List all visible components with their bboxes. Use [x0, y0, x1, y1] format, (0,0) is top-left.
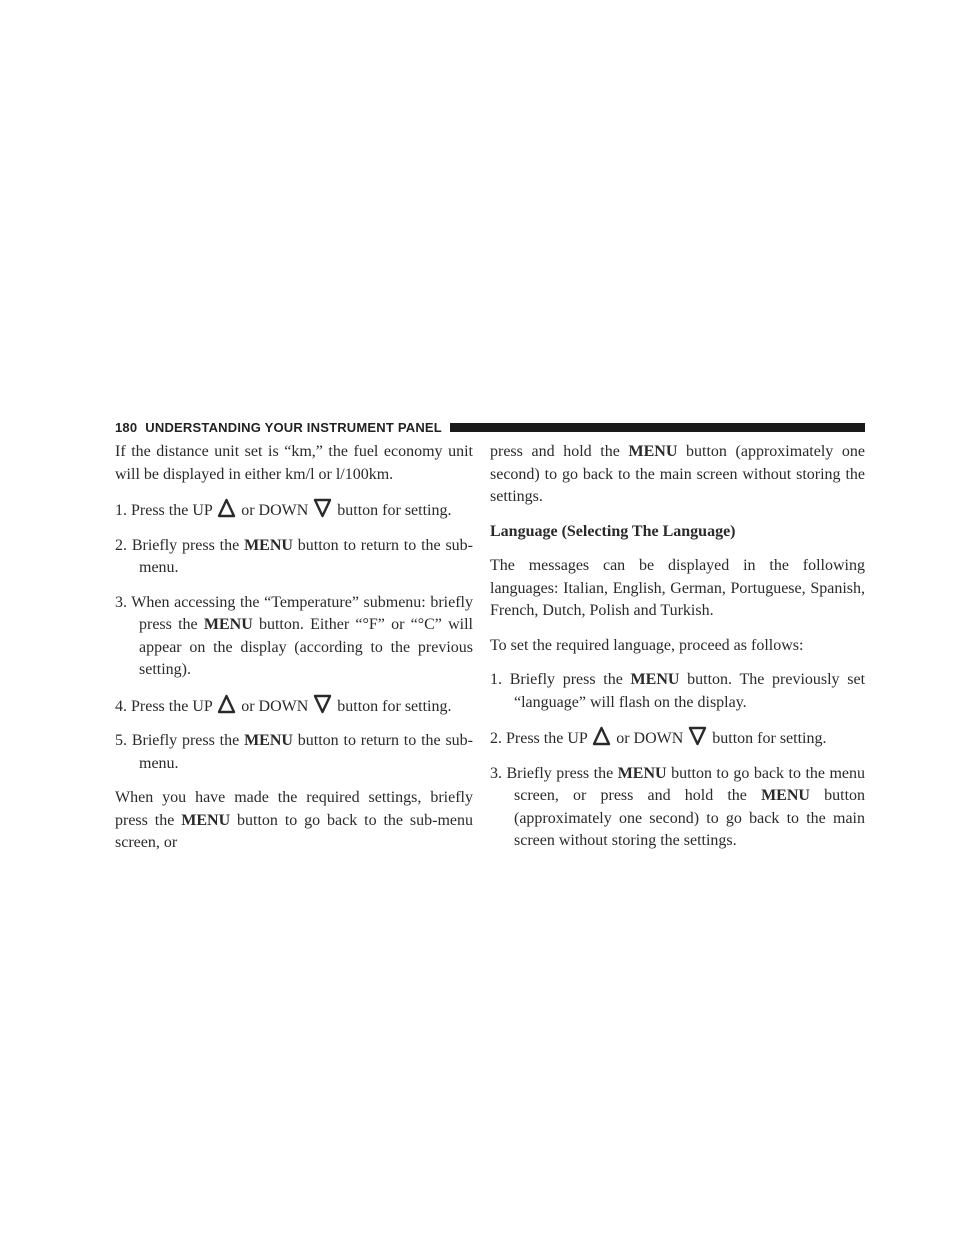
menu-button-label: MENU — [244, 732, 293, 749]
list-item-1: 1. Briefly press the MENU button. The previously set “language” will flash on the display. — [490, 671, 866, 711]
left-column — [115, 441, 473, 867]
page-number: 180 — [115, 419, 138, 435]
list-item-4: 4. Press the UP or DOWN button for setting. — [115, 694, 473, 719]
down-triangle-icon — [313, 498, 332, 518]
up-triangle-icon — [217, 694, 236, 714]
up-triangle-icon — [592, 726, 611, 746]
paragraph-language-intro: To set the required language, proceed as follows: — [490, 636, 804, 654]
down-triangle-icon — [313, 694, 332, 714]
list-item-2: 2. Press the UP or DOWN button for setting. — [490, 726, 865, 751]
menu-button-label: MENU — [761, 787, 810, 804]
paragraph-languages: The messages can be displayed in the following languages: Italian, English, German, Portuguese, Spanish, French, Dutch, Polish and Turkish. — [490, 557, 865, 619]
list-item-5: 5. Briefly press the MENU button to return to the sub-menu. — [115, 732, 474, 772]
list-item-2: 2. Briefly press the MENU button to return to the sub-menu. — [115, 536, 474, 576]
menu-button-label: MENU — [203, 616, 253, 633]
section-heading-language: Language (Selecting The Language) — [490, 522, 736, 540]
list-item-1: 1. Press the UP or DOWN button for setting. — [115, 498, 473, 523]
paragraph-settings-done: When you have made the required settings, briefly press the MENU button to go back to the sub-menu screen, or — [115, 789, 474, 851]
list-item-3: 3. Briefly press the MENU button to go back to the menu screen, or press and hold the MENU button (approximately one second) to go back to the main screen without storing the settings. — [490, 764, 866, 849]
down-triangle-icon — [688, 726, 707, 746]
paragraph-distance-unit: If the distance unit set is “km,” the fuel economy unit will be displayed in either km/l or l/100km. — [115, 443, 473, 483]
menu-button-label: MENU — [630, 671, 680, 688]
up-triangle-icon — [217, 498, 236, 518]
list-item-3: 3. When accessing the “Temperature” submenu: briefly press the MENU button. Either “°F” or “°C” will appear on the display (according to the previous setting). — [115, 593, 473, 678]
menu-button-label: MENU — [617, 764, 667, 782]
menu-button-label: MENU — [181, 811, 231, 829]
page-header — [115, 419, 865, 435]
menu-button-label: MENU — [244, 536, 293, 554]
section-title: UNDERSTANDING YOUR INSTRUMENT PANEL — [145, 419, 442, 435]
menu-button-label: MENU — [628, 443, 678, 460]
paragraph-continuation: press and hold the MENU button (approximately one second) to go back to the main screen without storing the settings. — [490, 443, 866, 505]
right-column — [490, 441, 865, 865]
header-rule — [450, 423, 865, 432]
